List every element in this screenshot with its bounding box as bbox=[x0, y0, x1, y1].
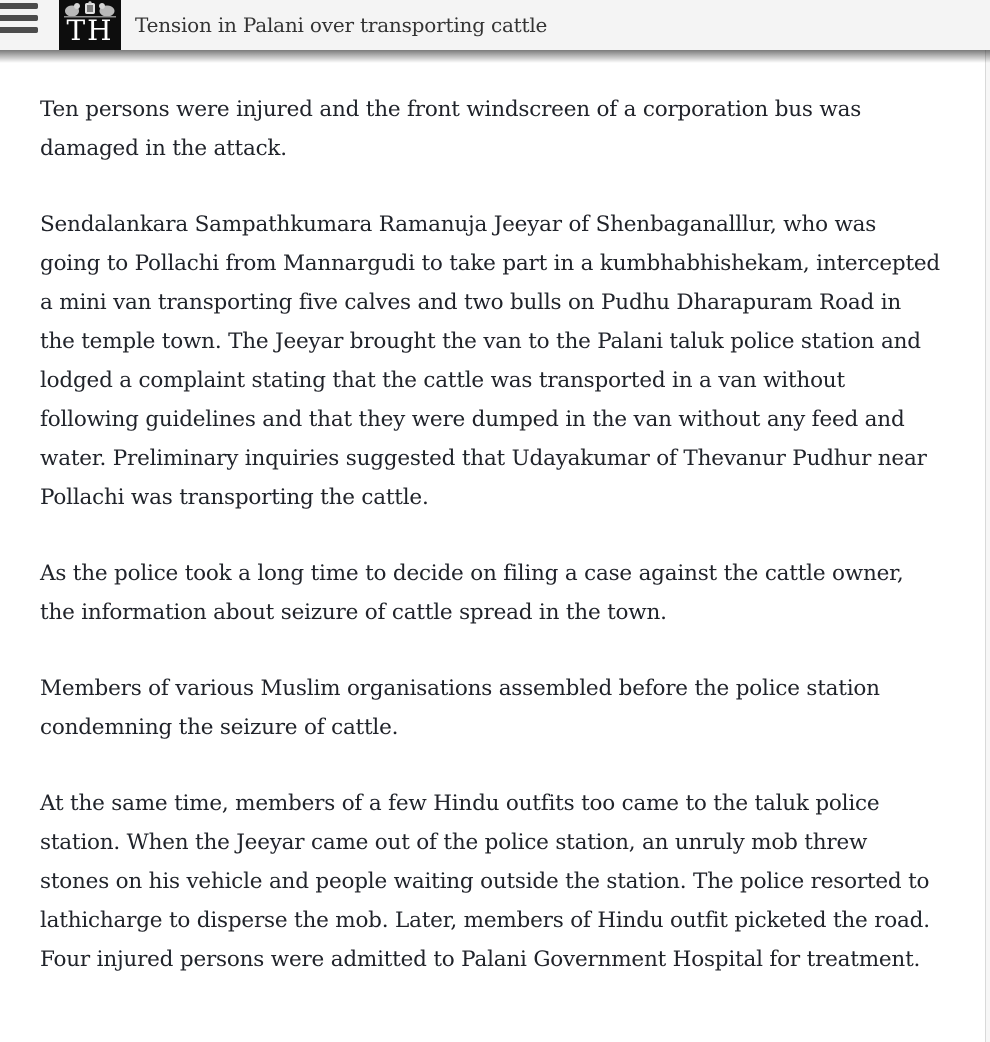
page-title: Tension in Palani over transporting cattle bbox=[135, 13, 548, 37]
menu-button[interactable] bbox=[0, 3, 38, 39]
article-paragraph: Sendalankara Sampathkumara Ramanuja Jeeyar of Shenbaganalllur, who was going to Pollachi from Mannargudi to take part in a kumbhabhishekam, intercepted a mini van transporting five calves and two bulls on Pudhu Dharapuram Road in the temple town. The Jeeyar brought the van to the Palani taluk police station and lodged a complaint stating that the cattle was transported in a van without following guidelines and that they were dumped in the van without any feed and water. Preliminary inquiries suggested that Udayakumar of Thevanur Pudhur near Pollachi was transporting the cattle. bbox=[40, 212, 940, 510]
hamburger-icon bbox=[0, 3, 38, 33]
app-header bbox=[0, 0, 990, 50]
article-paragraph: Members of various Muslim organisations assembled before the police station condemning the seizure of cattle. bbox=[40, 676, 880, 740]
article-paragraph: As the police took a long time to decide on filing a case against the cattle owner, the information about seizure of cattle spread in the town. bbox=[40, 561, 904, 625]
article-paragraph: Ten persons were injured and the front windscreen of a corporation bus was damaged in the attack. bbox=[40, 97, 862, 161]
article-body bbox=[0, 50, 985, 1042]
scrollbar-track[interactable] bbox=[985, 50, 990, 1042]
article-paragraph: At the same time, members of a few Hindu outfits too came to the taluk police station. When the Jeeyar came out of the police station, an unruly mob threw stones on his vehicle and people waiting outside the station. The police resorted to lathicharge to disperse the mob. Later, members of Hindu outfit picketed the road. Four injured persons were admitted to Palani Government Hospital for treatment. bbox=[40, 791, 930, 972]
logo-text: TH bbox=[66, 14, 114, 47]
the-hindu-logo[interactable] bbox=[59, 0, 121, 50]
